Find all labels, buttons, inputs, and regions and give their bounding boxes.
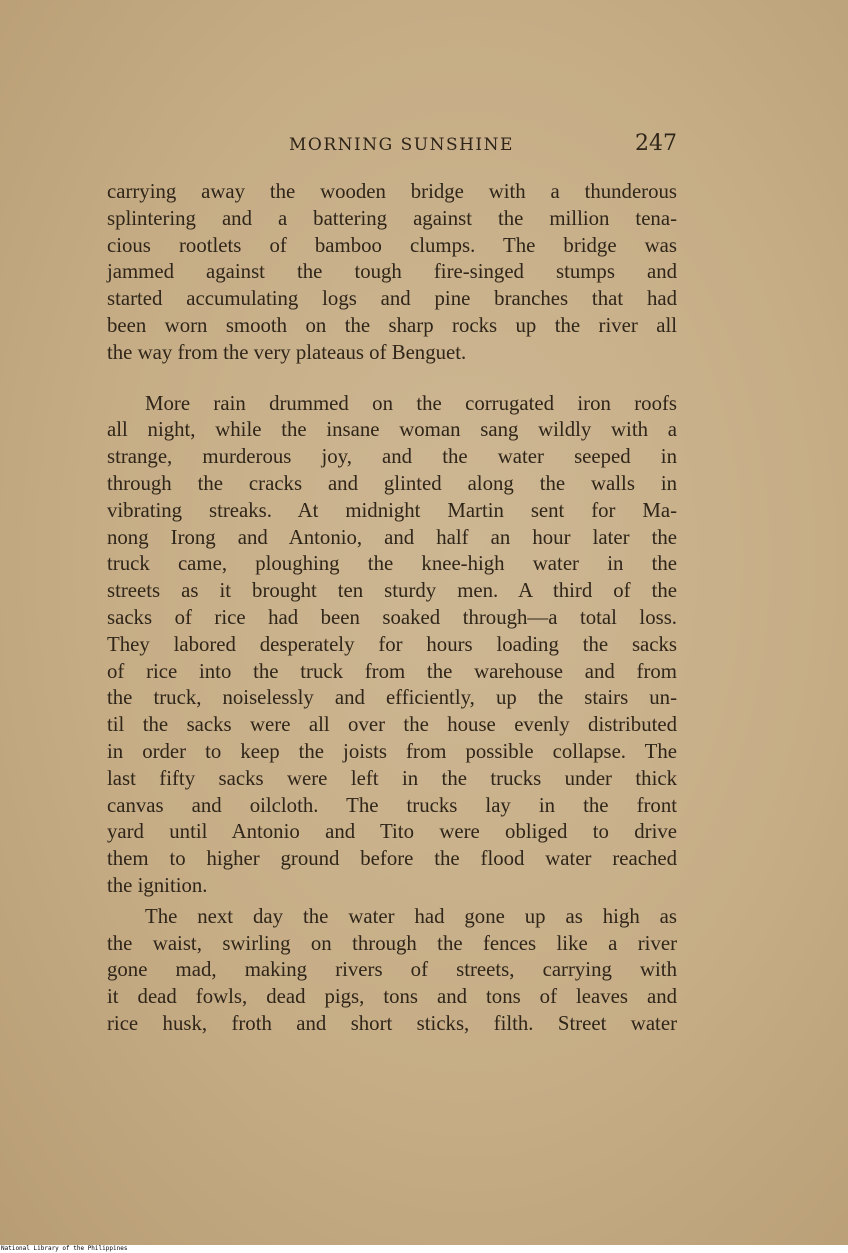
text-line: started accumulating logs and pine branches that had bbox=[107, 287, 677, 311]
text-line: last fifty sacks were left in the trucks under thick bbox=[107, 766, 677, 790]
text-line: til the sacks were all over the house evenly distributed bbox=[107, 713, 677, 737]
text-line: canvas and oilcloth. The trucks lay in the front bbox=[107, 793, 677, 817]
text-line: splintering and a battering against the million tena- bbox=[107, 206, 677, 230]
text-line: The next day the water had gone up as high as bbox=[145, 904, 677, 928]
text-line: vibrating streaks. At midnight Martin sent for Ma- bbox=[107, 498, 677, 522]
text-line: strange, murderous joy, and the water seeped in bbox=[107, 445, 677, 469]
text-line: jammed against the tough fire-singed stumps and bbox=[107, 260, 677, 284]
text-line: They labored desperately for hours loading the sacks bbox=[107, 632, 677, 656]
text-line: been worn smooth on the sharp rocks up the river all bbox=[107, 313, 677, 337]
text-line: of rice into the truck from the warehouse and from bbox=[107, 659, 677, 683]
body-text bbox=[107, 179, 677, 1038]
text-line: rice husk, froth and short sticks, filth. Street water bbox=[107, 1011, 677, 1035]
page-number: 247 bbox=[635, 131, 677, 156]
page-header bbox=[107, 131, 677, 157]
text-line: in order to keep the joists from possible collapse. The bbox=[107, 739, 677, 763]
footer-strip bbox=[0, 1245, 848, 1253]
text-line: through the cracks and glinted along the walls in bbox=[107, 471, 677, 495]
text-line: More rain drummed on the corrugated iron roofs bbox=[145, 391, 677, 415]
text-line: the way from the very plateaus of Benguet. bbox=[107, 340, 467, 364]
text-line: the waist, swirling on through the fences like a river bbox=[107, 931, 677, 955]
text-line: yard until Antonio and Tito were obliged to drive bbox=[107, 820, 677, 844]
running-title: MORNING SUNSHINE bbox=[289, 135, 514, 155]
text-line: truck came, ploughing the knee-high water in the bbox=[107, 552, 677, 576]
paragraph bbox=[107, 179, 677, 367]
text-line: sacks of rice had been soaked through—a total loss. bbox=[107, 605, 677, 629]
text-line: streets as it brought ten sturdy men. A third of the bbox=[107, 579, 677, 603]
paragraph bbox=[107, 904, 677, 1038]
library-credit: National Library of the Philippines bbox=[1, 1245, 128, 1252]
text-line: them to higher ground before the flood water reached bbox=[107, 847, 677, 871]
text-line: gone mad, making rivers of streets, carrying with bbox=[107, 958, 677, 982]
text-line: cious rootlets of bamboo clumps. The bridge was bbox=[107, 233, 677, 257]
text-line: carrying away the wooden bridge with a thunderous bbox=[107, 180, 677, 203]
text-line: all night, while the insane woman sang wildly with a bbox=[107, 418, 677, 442]
text-line: it dead fowls, dead pigs, tons and tons of leaves and bbox=[107, 985, 677, 1009]
text-line: the truck, noiselessly and efficiently, up the stairs un- bbox=[107, 686, 677, 710]
paragraph bbox=[107, 391, 677, 900]
text-line: the ignition. bbox=[107, 873, 208, 897]
text-line: nong Irong and Antonio, and half an hour later the bbox=[107, 525, 677, 549]
